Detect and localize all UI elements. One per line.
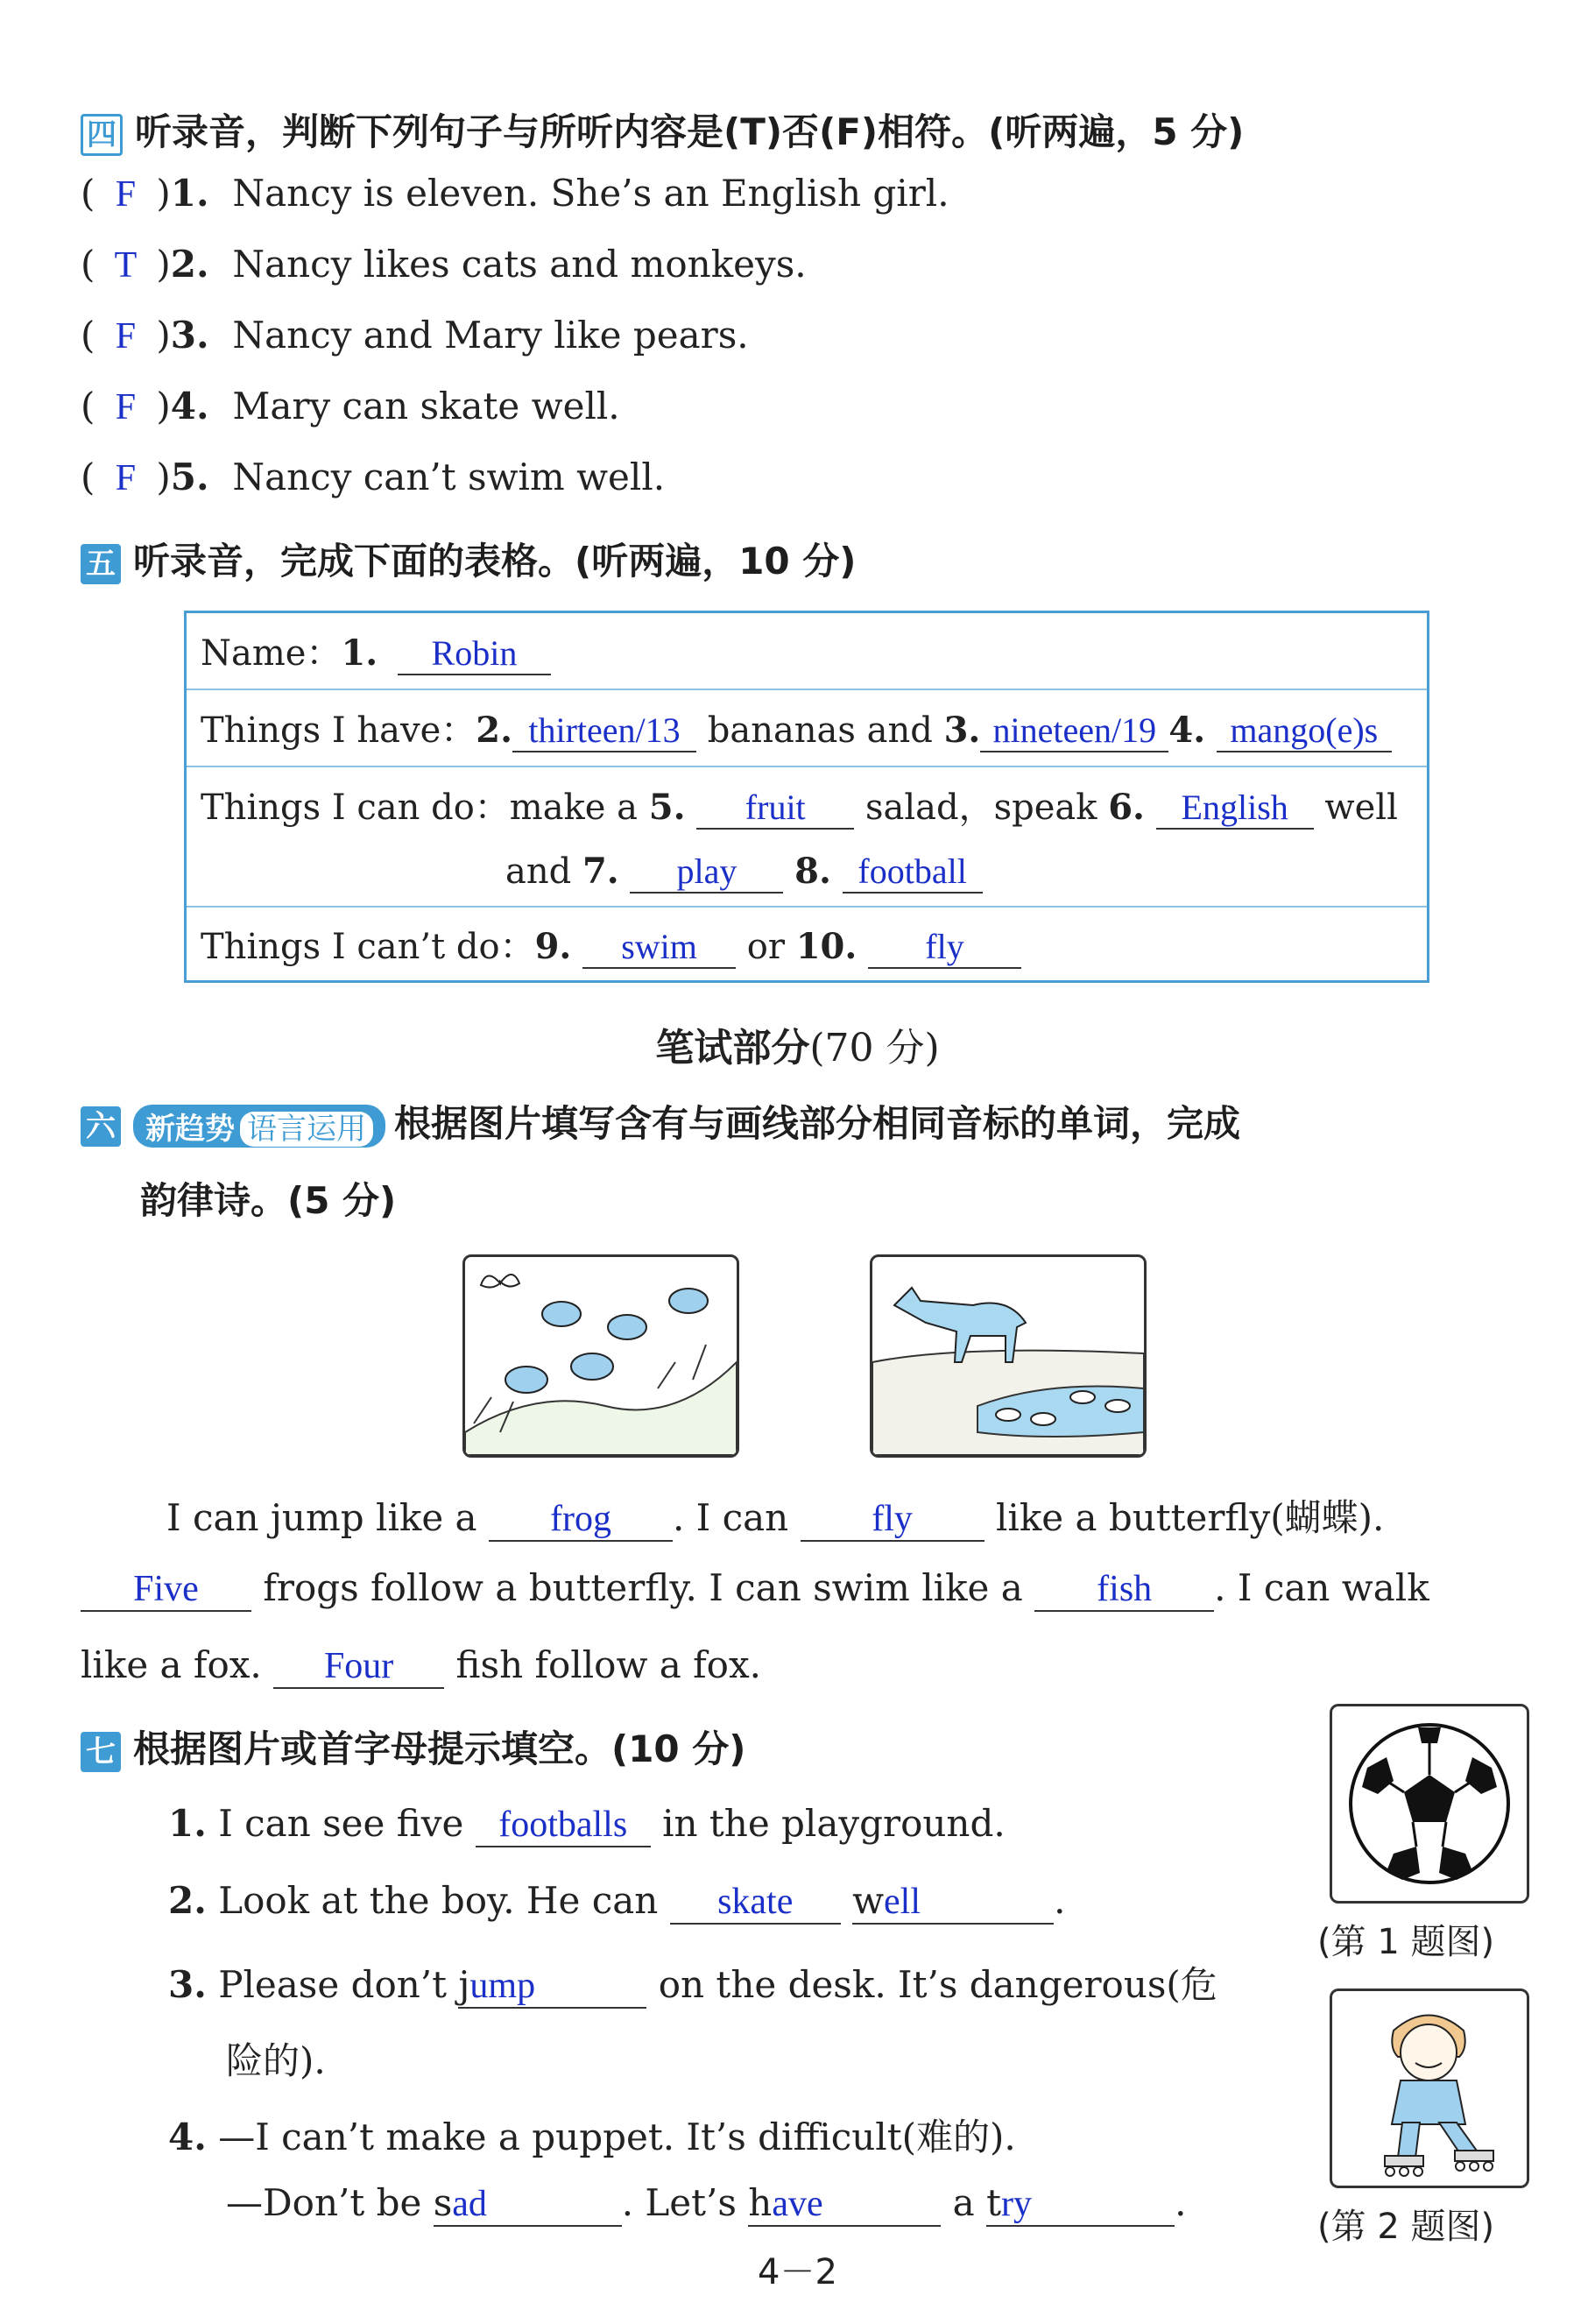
- tf-number-4: 4.: [170, 385, 209, 427]
- tf-item-4: ( F )4. Mary can skate well.: [81, 385, 620, 427]
- answer-1: Robin: [398, 632, 551, 675]
- poem-text-2b: . I can walk: [1214, 1566, 1429, 1609]
- fill-question-2: [168, 1879, 1065, 1925]
- q3-text-b: on the desk. It’s dangerous(危: [658, 1963, 1217, 2006]
- section5-title: 听录音，完成下面的表格。(听两遍，10 分): [133, 540, 857, 583]
- q2-answer-skate: skate: [670, 1881, 841, 1925]
- poem-text-1c: like a butterfly(蝴蝶).: [995, 1496, 1385, 1539]
- form-number-7: 7.: [582, 850, 619, 892]
- q4-period: .: [1175, 2181, 1187, 2224]
- poem-text-1b: . I can: [672, 1496, 789, 1539]
- form-number-5: 5.: [648, 786, 686, 828]
- q3-answer-jump: [458, 1963, 646, 2009]
- form-number-4: 4.: [1168, 710, 1206, 751]
- poem-line-2: [81, 1566, 1429, 1612]
- q4-answer-try: [986, 2181, 1175, 2227]
- answer-9: swim: [582, 926, 736, 969]
- q4-hint-s: s: [433, 2181, 453, 2224]
- poem-answer-frog: frog: [489, 1498, 673, 1542]
- tf-answer-5: F: [115, 458, 137, 498]
- form-text-or: or: [746, 926, 785, 967]
- tf-number-3: 3.: [170, 314, 209, 357]
- fill-question-4-line2: [226, 2181, 1186, 2227]
- caption-picture-1: (第 1 题图): [1317, 1922, 1495, 1962]
- q1-answer: footballs: [476, 1804, 651, 1847]
- q4-line-1: —I can’t make a puppet. It’s difficult(难的).: [218, 2116, 1016, 2158]
- section6-title: 根据图片填写含有与画线部分相同音标的单词，完成: [394, 1102, 1241, 1145]
- poem-answer-four: Four: [273, 1645, 444, 1689]
- football-picture: [1330, 1704, 1529, 1904]
- q3-answer-ump: ump: [469, 1966, 536, 2006]
- section6-heading-line2: [140, 1172, 396, 1225]
- form-label-name: Name：: [201, 633, 342, 675]
- form-row-name: [186, 612, 1429, 689]
- poem-line-1: [166, 1489, 1384, 1542]
- fill-question-3-cont: [226, 2032, 326, 2085]
- tf-text-1: Nancy is eleven. She’s an English girl.: [232, 172, 949, 215]
- form-text-bananas: bananas and: [707, 710, 933, 751]
- q4-answer-have: [748, 2181, 941, 2227]
- tf-number-5: 5.: [170, 456, 209, 498]
- answer-3: nineteen/19: [980, 710, 1168, 752]
- tf-item-2: ( T )2. Nancy likes cats and monkeys.: [81, 243, 807, 286]
- written-part-heading: [0, 1016, 1595, 1072]
- form-number-10: 10.: [795, 925, 857, 967]
- answer-10: fly: [868, 926, 1021, 969]
- form-number-2: 2.: [476, 710, 513, 751]
- section7-number: 七: [81, 1732, 121, 1772]
- q4-text-a: —Don’t be: [226, 2181, 422, 2224]
- form-number-6: 6.: [1108, 786, 1145, 828]
- poem-answer-fly: fly: [801, 1498, 985, 1542]
- form-number-9: 9.: [534, 925, 572, 967]
- form-row-have: [186, 689, 1429, 766]
- section5-number: 五: [81, 544, 121, 584]
- q2-number: 2.: [168, 1879, 207, 1922]
- caption-picture-2: (第 2 题图): [1317, 2207, 1495, 2247]
- form-row-cant-do: [186, 907, 1429, 982]
- form-label-can-do: Things I can do：make a: [201, 787, 639, 828]
- poem-text-3a: like a fox.: [81, 1643, 262, 1686]
- listening-form-table: [184, 611, 1429, 983]
- tf-text-3: Nancy and Mary like pears.: [232, 314, 749, 357]
- tf-answer-4: F: [115, 387, 137, 427]
- q1-text-a: I can see five: [218, 1802, 464, 1845]
- poem-text-1a: I can jump like a: [166, 1496, 477, 1539]
- tf-text-5: Nancy can’t swim well.: [232, 456, 666, 498]
- section6-title-2: 韵律诗。(5 分): [140, 1179, 397, 1222]
- q4-answer-sad: [434, 2181, 622, 2227]
- written-part-score: (70 分): [809, 1026, 940, 1070]
- tf-text-2: Nancy likes cats and monkeys.: [232, 243, 807, 286]
- fill-question-4: [168, 2109, 1016, 2161]
- form-label-cant-do: Things I can’t do：: [201, 926, 535, 967]
- tf-answer-1: F: [115, 174, 137, 215]
- tf-item-5: ( F )5. Nancy can’t swim well.: [81, 456, 666, 498]
- q3-text-c: 险的).: [226, 2039, 326, 2082]
- form-text-salad: salad，speak: [865, 787, 1097, 828]
- q4-answer-ave: ave: [772, 2184, 823, 2224]
- section5-heading: [81, 533, 856, 585]
- section6-heading: [81, 1095, 1240, 1148]
- section4-title: 听录音，判断下列句子与所听内容是(T)否(F)相符。(听两遍，5 分): [135, 110, 1245, 153]
- form-number-3: 3.: [943, 710, 981, 751]
- answer-8: football: [843, 851, 983, 894]
- answer-4: mango(e)s: [1217, 710, 1392, 752]
- tf-item-1: ( F )1. Nancy is eleven. She’s an English girl.: [81, 172, 949, 215]
- tf-answer-3: F: [115, 316, 137, 357]
- tf-number-2: 2.: [170, 243, 209, 286]
- q2-hint-w: w: [852, 1879, 885, 1922]
- form-text-well: well: [1324, 787, 1398, 828]
- written-part-title: 笔试部分: [655, 1026, 810, 1070]
- skating-boy-picture: [1330, 1988, 1529, 2188]
- q4-hint-h: h: [748, 2181, 773, 2224]
- q4-number: 4.: [168, 2116, 207, 2158]
- form-number-8: 8.: [794, 850, 831, 892]
- answer-2: thirteen/13: [512, 710, 696, 752]
- poem-text-2a: frogs follow a butterfly. I can swim like a: [263, 1566, 1023, 1609]
- q4-hint-t: t: [986, 2181, 1001, 2224]
- q3-hint-j: j: [458, 1963, 470, 2006]
- q4-answer-ad: ad: [452, 2184, 487, 2224]
- section7-heading: [81, 1720, 745, 1773]
- q2-period: .: [1054, 1879, 1066, 1922]
- section6-number: 六: [81, 1106, 121, 1147]
- tf-text-4: Mary can skate well.: [232, 385, 620, 427]
- trend-badge-label: 新趋势: [145, 1112, 235, 1147]
- form-row-can-do: [186, 766, 1429, 907]
- answer-6: English: [1156, 787, 1314, 830]
- poem-line-3: [81, 1643, 761, 1689]
- q1-text-b: in the playground.: [662, 1802, 1006, 1845]
- fill-question-1: [168, 1802, 1006, 1847]
- page-number: 4－2: [758, 2252, 837, 2292]
- fox-fish-picture: [870, 1254, 1147, 1458]
- q2-answer-ell: ell: [884, 1882, 921, 1922]
- tf-number-1: 1.: [170, 172, 209, 215]
- q2-text: Look at the boy. He can: [218, 1879, 659, 1922]
- poem-answer-fish: fish: [1034, 1568, 1214, 1612]
- answer-5: fruit: [696, 787, 854, 830]
- section4-number: 四: [81, 114, 123, 156]
- q4-answer-ry: ry: [1000, 2184, 1032, 2224]
- fill-question-3: [168, 1956, 1217, 2009]
- section7-title: 根据图片或首字母提示填空。(10 分): [133, 1727, 746, 1770]
- form-label-have: Things I have：: [201, 710, 476, 751]
- q4-text-c: a: [952, 2181, 975, 2224]
- poem-text-3b: fish follow a fox.: [455, 1643, 762, 1686]
- q1-number: 1.: [168, 1802, 207, 1845]
- poem-answer-five: Five: [81, 1568, 251, 1612]
- form-text-and: and: [505, 851, 572, 892]
- section4-heading: [81, 103, 1244, 156]
- trend-badge: [133, 1105, 385, 1148]
- trend-badge-sub: 语言运用: [240, 1112, 373, 1147]
- q2-answer-well: [852, 1879, 1054, 1925]
- q4-text-b: . Let’s: [621, 2181, 737, 2224]
- form-number-1: 1.: [341, 632, 378, 675]
- q3-number: 3.: [168, 1963, 207, 2006]
- answer-7: play: [630, 851, 783, 894]
- frogs-butterfly-picture: [462, 1254, 739, 1458]
- q3-text-a: Please don’t: [218, 1963, 448, 2006]
- tf-answer-2: T: [114, 245, 138, 286]
- tf-item-3: ( F )3. Nancy and Mary like pears.: [81, 314, 749, 357]
